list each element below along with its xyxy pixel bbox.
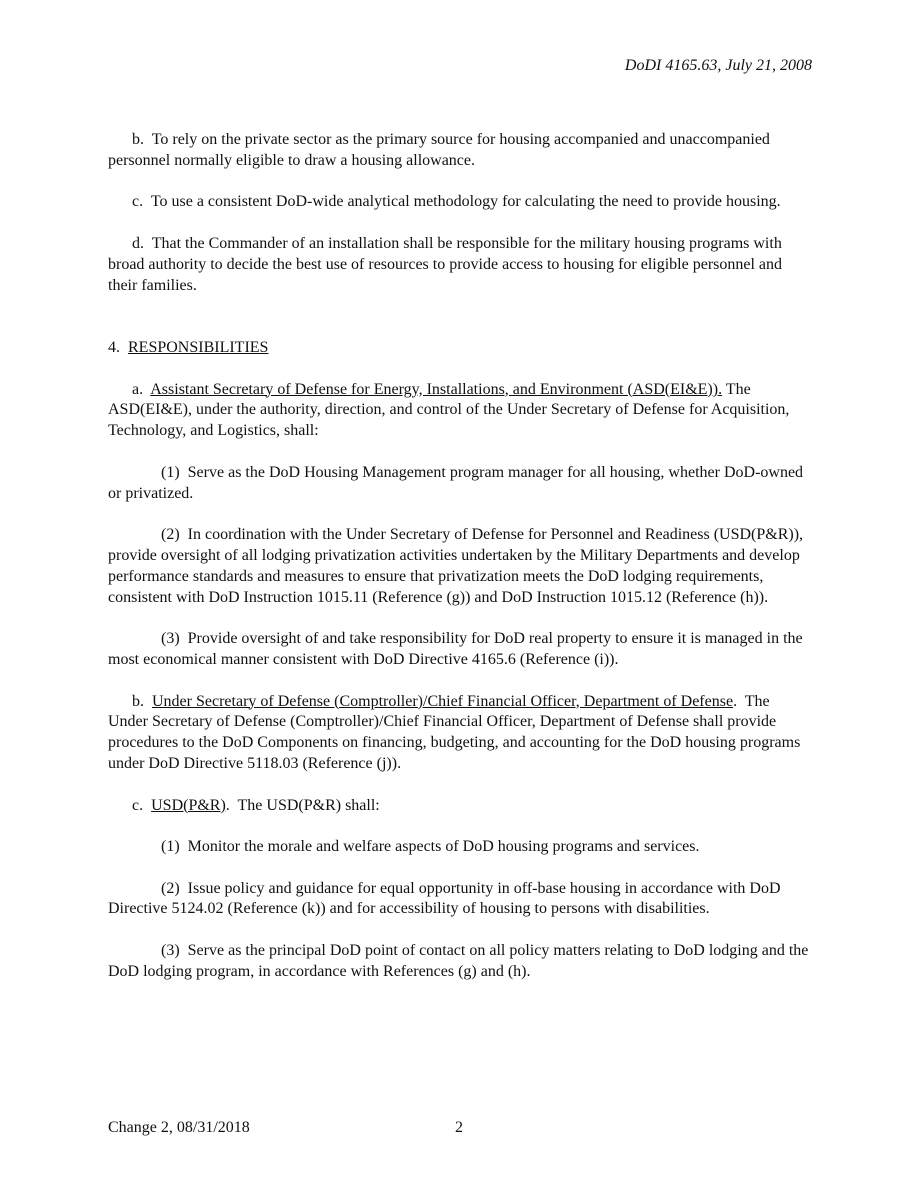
policy-item-label: b.	[132, 131, 144, 148]
responsibility-a	[108, 380, 813, 442]
subsection-label: c.	[132, 796, 144, 814]
responsibility-a-item-1	[108, 463, 813, 505]
item-text: Serve as the principal DoD point of contact on all policy matters relating to DoD lodging and the DoD lodging program, in accordance with References (g) and (h).	[108, 942, 809, 980]
policy-item-text: To rely on the private sector as the primary source for housing accompanied and unaccompanied personnel normally eligible to draw a housing allowance.	[108, 131, 770, 169]
policy-item-label: d.	[132, 234, 144, 252]
responsibility-a-item-2	[108, 525, 813, 608]
item-text: Monitor the morale and welfare aspects of DoD housing programs and services.	[187, 838, 700, 856]
subsection-text: The Under Secretary of Defense (Comptroller)/Chief Financial Officer, Department of Defense shall provide procedures to the DoD Components on financing, budgeting, and accounting for the DoD housing programs under DoD Directive 5118.03 (Reference (j)).	[108, 692, 801, 772]
policy-item-d	[108, 234, 813, 296]
document-body	[108, 130, 813, 983]
responsibility-b: b. Under Secretary of Defense (Comptroller)/Chief Financial Officer, Department of Defense. The Under Secretary of Defense (Comptroller)/Chief Financial Officer, Department of Defense shall provide procedures to the DoD Components on financing, budgeting, and accounting for the DoD housing programs under DoD Directive 5118.03 (Reference (j)).	[108, 692, 801, 772]
document-header	[625, 56, 812, 76]
item-label: (3)	[161, 942, 180, 960]
policy-item-b	[108, 130, 813, 172]
item-label: (1)	[161, 463, 180, 481]
page-number: 2	[455, 1119, 463, 1136]
item-label: (3)	[161, 630, 180, 648]
subsection-title: USD(P&R)	[151, 796, 226, 814]
item-text: In coordination with the Under Secretary of Defense for Personnel and Readiness (USD(P&R)), provide oversight of all lodging privatization activities undertaken by the Military Departments and develop performance standards and measures to ensure that privatization meets the DoD lodging requirements, consistent with DoD Instruction 1015.11 (Reference (g)) and DoD Instruction 1015.12 (Reference (h)).	[108, 526, 804, 606]
item-label: (1)	[161, 838, 180, 856]
item-text: Serve as the DoD Housing Management program manager for all housing, whether DoD-owned or privatized.	[108, 463, 804, 502]
item-text: Provide oversight of and take responsibility for DoD real property to ensure it is managed in the most economical manner consistent with DoD Directive 4165.6 (Reference (i)).	[108, 630, 803, 668]
item-label: (2)	[161, 526, 180, 544]
item-label: (2)	[161, 879, 180, 897]
responsibility-c: c. USD(P&R). The USD(P&R) shall:	[132, 796, 380, 814]
section-title: RESPONSIBILITIES	[128, 338, 269, 356]
responsibility-c-item-3	[108, 941, 813, 983]
policy-item-text: To use a consistent DoD-wide analytical methodology for calculating the need to provide housing.	[150, 193, 781, 211]
item-text: Issue policy and guidance for equal opportunity in off-base housing in accordance with DoD Directive 5124.02 (Reference (k)) and for accessibility of housing to persons with disabilities.	[108, 879, 781, 918]
policy-item-label: c.	[132, 193, 144, 211]
subsection-label: b.	[132, 692, 144, 710]
subsection-title: Assistant Secretary of Defense for Energy, Installations, and Environment (ASD(EI&E)).	[150, 380, 723, 398]
subsection-title: Under Secretary of Defense (Comptroller)/Chief Financial Officer, Department of Defense	[152, 692, 734, 710]
section-heading	[108, 338, 813, 359]
responsibility-c-item-1	[108, 837, 813, 858]
responsibility-a-item-3	[108, 629, 813, 671]
change-notice: Change 2, 08/31/2018	[108, 1119, 250, 1136]
subsection-intro: The USD(P&R) shall:	[237, 796, 380, 814]
document-reference: DoDI 4165.63, July 21, 2008	[624, 57, 812, 74]
section-number: 4.	[108, 338, 120, 356]
responsibility-c-item-2	[108, 879, 813, 921]
policy-item-text: That the Commander of an installation shall be responsible for the military housing programs with broad authority to decide the best use of resources to provide access to housing for eligible personnel and their families.	[108, 234, 783, 294]
policy-item-c	[108, 192, 813, 213]
subsection-intro: The ASD(EI&E), under the authority, direction, and control of the Under Secretary of Defense for Acquisition, Technology, and Logistics, shall:	[108, 380, 790, 440]
subsection-label: a.	[132, 380, 144, 398]
